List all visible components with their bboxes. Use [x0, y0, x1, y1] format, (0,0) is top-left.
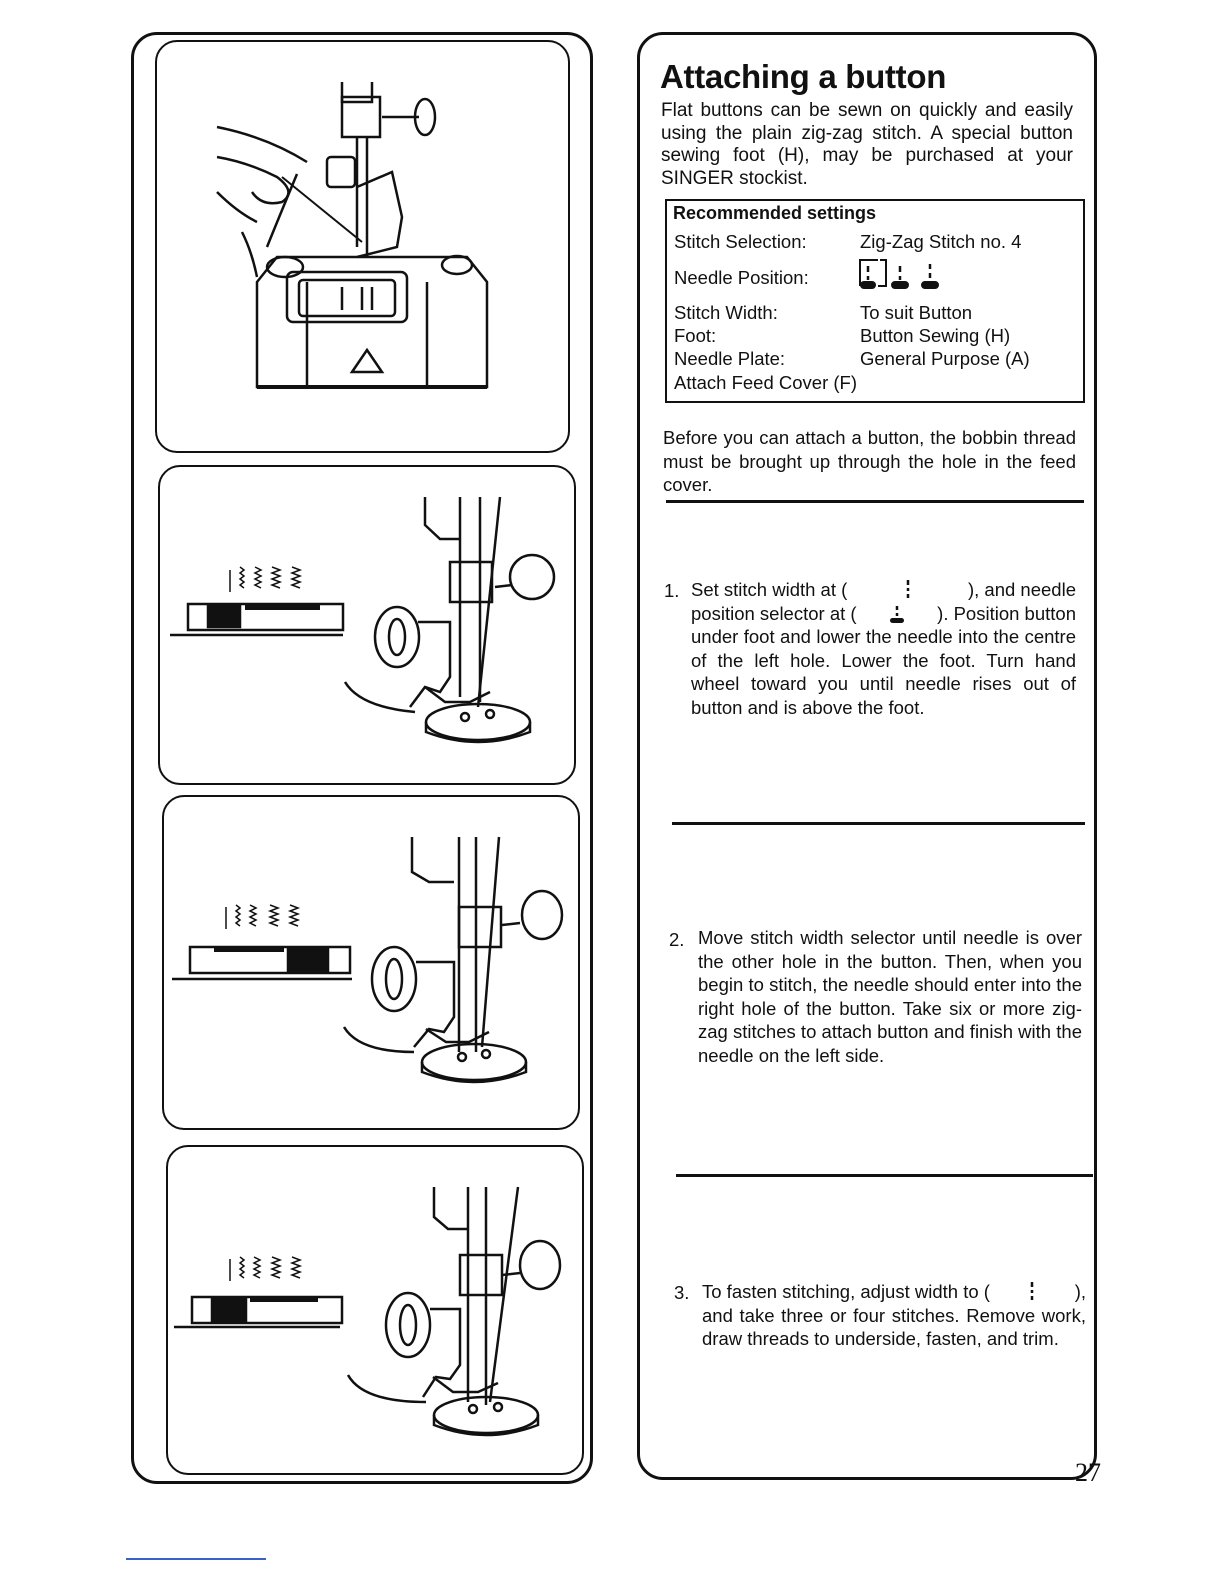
step-3-line-b: ),	[1074, 1281, 1086, 1302]
divider	[672, 822, 1085, 825]
step-2-text: Move stitch width selector until needle is over the other hole in the button. Then, when you begin to stitch, the needle should enter into the right hole of the button. Take six or more zig-zag stitches to attach button and finish with the needle on the left side.	[698, 927, 1082, 1066]
sewing-machine-threading-icon	[157, 42, 570, 453]
button-foot-fasten-icon	[168, 1147, 584, 1475]
step-1-line-a: Set stitch width at (	[691, 579, 848, 600]
step-1-rest: under foot and lower the needle into the centre of the left hole. Lower the foot. Turn hand wheel toward you until needle rises out of button and is above the foot.	[691, 626, 1076, 718]
step-number: 2.	[669, 929, 685, 950]
step-number: 3.	[674, 1282, 690, 1303]
setting-label: Foot:	[674, 325, 717, 346]
setting-value: Zig-Zag Stitch no. 4	[860, 231, 1022, 252]
setting-label: Stitch Width:	[674, 302, 778, 323]
setting-label: Needle Plate:	[674, 348, 786, 369]
page-title: Attaching a button	[660, 58, 947, 95]
setting-value: General Purpose (A)	[860, 348, 1030, 369]
stitch-width-dots-icon	[903, 578, 913, 600]
needle-position-icon	[856, 256, 941, 292]
illustration-panel-fasten	[166, 1145, 584, 1475]
step-3-rest: and take three or four stitches. Remove work, draw threads to underside, fasten, and trim.	[702, 1304, 1086, 1349]
step-number: 1.	[664, 580, 680, 601]
step-1-line-d: ). Position button	[937, 602, 1076, 624]
step-1-line-c: position selector at (	[691, 602, 857, 624]
intro-paragraph: Flat buttons can be sewn on quickly and easily using the plain zig-zag stitch. A special button sewing foot (H), may be purchased at your SINGER stockist.	[661, 100, 1073, 189]
setting-value: Button Sewing (H)	[860, 325, 1011, 346]
illustration-panel-threading	[155, 40, 570, 453]
divider	[676, 1174, 1093, 1177]
illustration-panel-left-hole	[158, 465, 576, 785]
before-paragraph: Before you can attach a button, the bobbin thread must be brought up through the hole in the feed cover.	[663, 427, 1076, 495]
setting-label: Stitch Selection:	[674, 231, 807, 252]
button-foot-right-hole-icon	[164, 797, 580, 1130]
step-1-line-b: ), and needle	[967, 579, 1076, 600]
divider	[666, 500, 1084, 503]
illustration-panel-right-hole	[162, 795, 580, 1130]
settings-heading: Recommended settings	[673, 203, 877, 223]
step-3-line-a: To fasten stitching, adjust width to (	[702, 1281, 990, 1302]
stitch-width-dots-icon	[1027, 1280, 1037, 1302]
step-3-text	[702, 1280, 1086, 1351]
setting-label: Needle Position:	[674, 267, 809, 288]
page-number: 27	[1075, 1458, 1101, 1487]
footer-line	[126, 1558, 266, 1560]
setting-value: To suit Button	[860, 302, 973, 323]
setting-label: Attach Feed Cover (F)	[674, 372, 858, 393]
step-1-text	[691, 578, 1076, 719]
left-needle-position-icon	[888, 602, 906, 624]
button-foot-left-hole-icon	[160, 467, 576, 785]
